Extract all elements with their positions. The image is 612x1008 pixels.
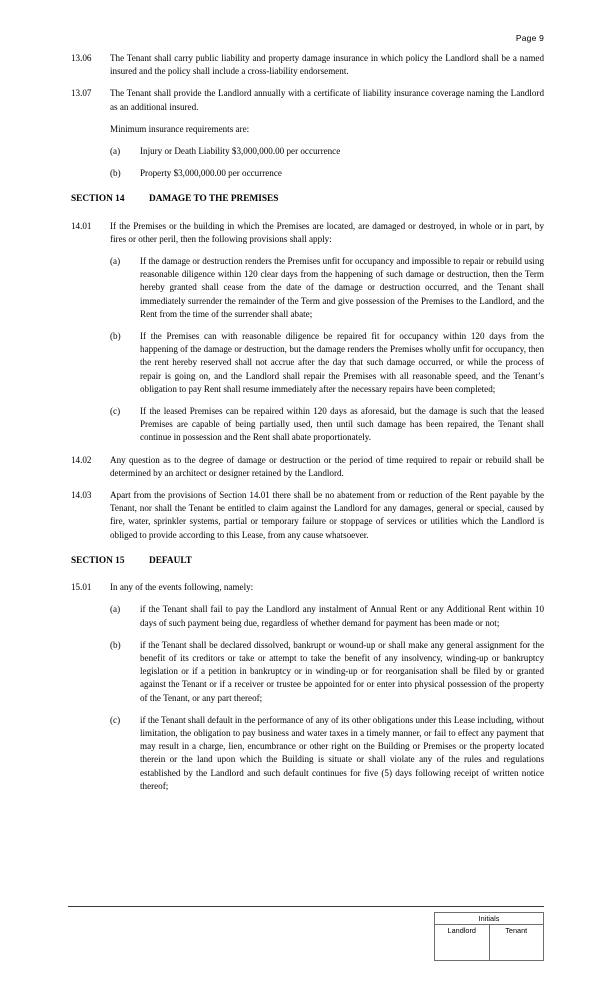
page-number-header: Page 9 <box>515 33 544 43</box>
clause-text: Apart from the provisions of Section 14.01 there shall be no abatement from or reduction of the Rent payable by the Tenant, nor shall the Tenant be entitled to claim against the Landlord for any damages, general or special, caused by fire, water, sprinkler systems, partial or temporary failure or stoppage of services or utilities which the Landlord is obliged to provide according to this Lease, from any cause whatsoever. <box>110 490 544 540</box>
subclause-text: Property $3,000,000.00 per occurrence <box>140 168 282 179</box>
section-title: DAMAGE TO THE PREMISES <box>149 194 279 205</box>
subclause-text: if the Tenant shall fail to pay the Landlord any instalment of Annual Rent or any Additional Rent within 10 days of such payment being due, regardless of whether demand for payment has been made or not; <box>140 604 544 628</box>
section-heading <box>71 555 544 568</box>
clause-number: 14.01 <box>71 220 92 231</box>
clause-number: 13.06 <box>71 53 92 63</box>
clause-number: 15.01 <box>71 582 92 593</box>
initials-table <box>434 912 544 961</box>
subclause-b <box>110 330 544 396</box>
tenant-initials-cell[interactable]: Tenant <box>489 925 544 961</box>
clause-15.01 <box>71 581 544 594</box>
subclause-letter: (a) <box>110 256 121 267</box>
section-label: SECTION 14 <box>71 194 125 205</box>
body-paragraph <box>71 123 544 136</box>
subclause-b <box>110 639 544 705</box>
clause-text: If the Premises or the building in which the Premises are located, are damaged or destroyed, in whole or in part, by fires or other peril, then the following provisions shall apply: <box>110 220 544 244</box>
clause-text: In any of the events following, namely: <box>110 582 254 593</box>
subclause-b <box>110 167 544 180</box>
clause-14.03 <box>71 489 544 542</box>
subclause-a <box>110 145 544 158</box>
clause-number: 13.07 <box>71 88 92 99</box>
subclause-letter: (c) <box>110 406 121 417</box>
subclause-a <box>110 603 544 629</box>
clause-text: The Tenant shall carry public liability and property damage insurance in which policy the Landlord shall be a named insured and the policy shall include a cross-liability endorsement. <box>110 53 544 77</box>
paragraph-text: Minimum insurance requirements are: <box>110 123 250 134</box>
clause-text: The Tenant shall provide the Landlord annually with a certificate of liability insurance coverage naming the Landlord as an additional insured. <box>110 88 544 112</box>
subclause-text: If the Premises can with reasonable diligence be repaired fit for occupancy within 120 days from the happening of the damage or destruction, but the damage renders the Premises wholly unfit for occupancy, then the rent hereby reserved shall not accrue after the day that such damage occurred, or while the process of repair is going on, and the Landlord shall repair the Premises with all reasonable speed, and the Tenant’s obligation to pay Rent shall resume immediately after the necessary repairs have been completed; <box>140 331 544 394</box>
clause-14.01 <box>71 220 544 246</box>
subclause-letter: (b) <box>110 168 121 179</box>
landlord-initials-cell[interactable]: Landlord <box>435 925 490 961</box>
subclause-text: If the leased Premises can be repaired within 120 days as aforesaid, but the damage is such that the leased Premises are capable of being partially used, then until such damage has been repaired, the Tenant shall continue in possession and the Rent shall abate proportionately. <box>140 406 544 443</box>
subclause-letter: (a) <box>110 604 121 615</box>
subclause-c <box>110 405 544 445</box>
subclause-text: If the damage or destruction renders the Premises unfit for occupancy and impossible to repair or rebuild using reasonable diligence within 120 clear days from the happening of such damage or destruction, then the Term hereby granted shall cease from the date of the damage or destruction occurred, and the Tenant shall immediately surrender the remainder of the Term and give possession of the Premises to the Landlord, and the Rent from the time of the surrender shall abate; <box>140 256 544 319</box>
subclause-letter: (a) <box>110 146 121 157</box>
initials-header-row <box>435 913 544 925</box>
subclause-letter: (b) <box>110 331 121 342</box>
clause-13.06 <box>71 52 544 78</box>
section-label: SECTION 15 <box>71 555 125 566</box>
section-heading <box>71 193 544 206</box>
subclause-c <box>110 714 544 793</box>
clause-text: Any question as to the degree of damage or destruction or the period of time required to repair or rebuild shall be determined by an architect or designer retained by the Landlord. <box>110 454 544 478</box>
section-title: DEFAULT <box>149 555 192 566</box>
document-body <box>71 52 544 802</box>
subclause-text: Injury or Death Liability $3,000,000.00 per occurrence <box>140 146 341 157</box>
clause-number: 14.02 <box>71 454 92 465</box>
clause-13.07 <box>71 87 544 113</box>
subclause-letter: (b) <box>110 639 121 650</box>
subclause-text: if the Tenant shall default in the performance of any of its other obligations under this Lease including, without limitation, the obligation to pay business and water taxes in a timely manner, or fail to effect any payment that may result in a charge, lien, encumbrance or other right on the Building or Premises or the property located therein or the land upon which the Building is situate or shall violate any of the rules and regulations established by the Landlord and such default continues for five (5) days following receipt of written notice thereof; <box>140 714 545 791</box>
initials-signature-row <box>435 925 544 961</box>
subclause-text: if the Tenant shall be declared dissolved, bankrupt or wound-up or shall make any general assignment for the benefit of its creditors or take or attempt to take the benefit of any insolvency, winding-up or bankruptcy legislation or if a petition in bankruptcy or in winding-up or for reorganisation shall be filed by or granted against the Tenant or if a receiver or trustee be appointed for or enter into physical possession of the property of the Tenant, or any part thereof; <box>140 639 544 703</box>
footer-divider <box>68 906 544 907</box>
clause-14.02 <box>71 454 544 480</box>
clause-number: 14.03 <box>71 490 92 501</box>
subclause-letter: (c) <box>110 714 121 725</box>
initials-header-cell: Initials <box>435 913 544 925</box>
subclause-a <box>110 255 544 321</box>
